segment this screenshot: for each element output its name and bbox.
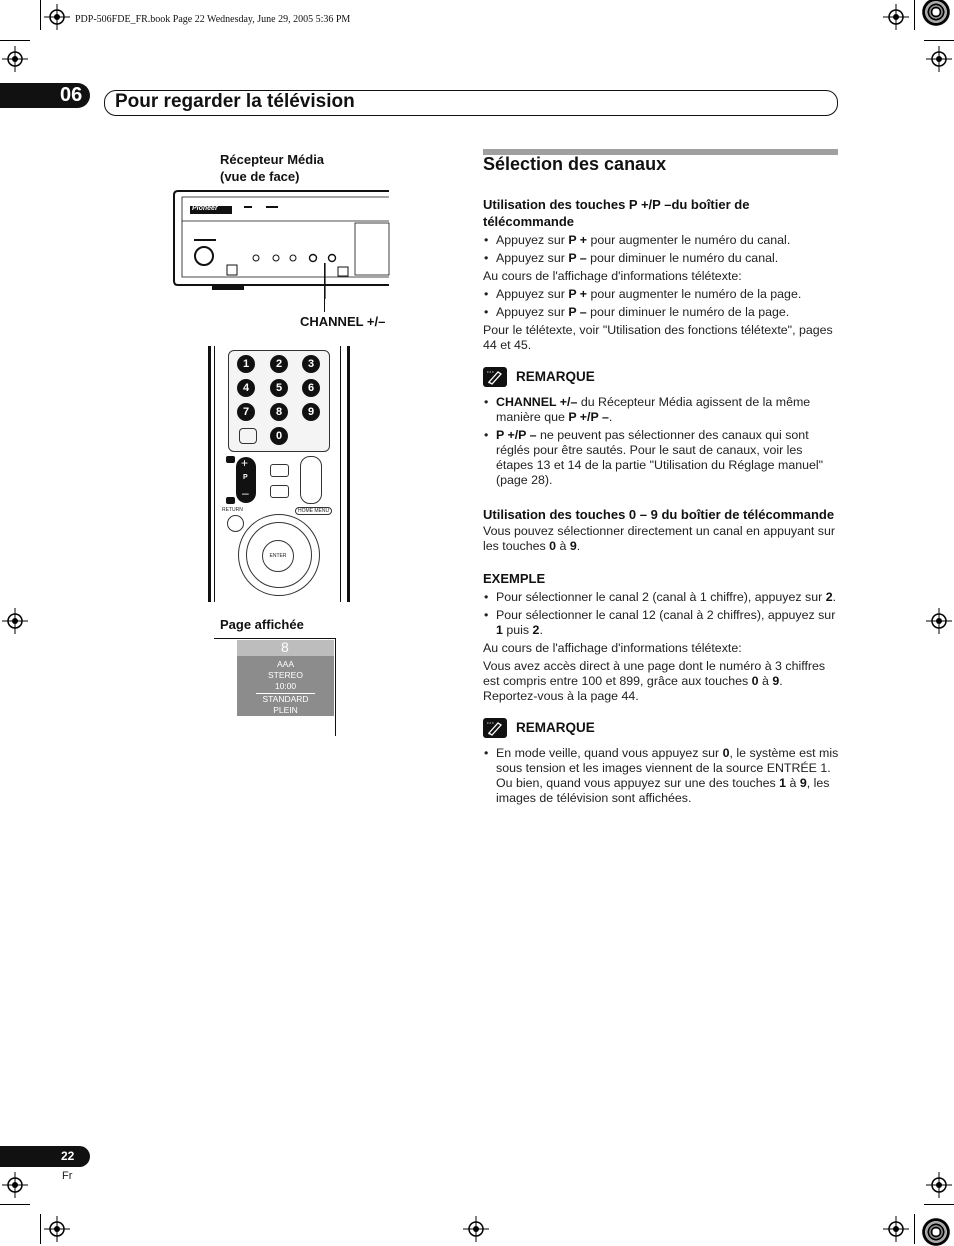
color-rosette-icon [922,0,950,26]
teletext-icon [226,456,235,463]
crop-mark [924,1204,954,1205]
chapter-title: Pour regarder la télévision [115,91,355,112]
osd-line-3: 10:00 [274,681,297,691]
registration-mark-icon [883,1216,909,1242]
page-language: Fr [62,1170,73,1182]
receiver-brand-logo: Pioneer [192,205,218,212]
osd-number: 8 [281,639,289,655]
volume-rocker[interactable] [300,456,322,504]
section-body [483,196,839,809]
list-item: • P +/P – ne peuvent pas sélectionner des canaux qui sont réglés pour être sautés. Pour le saut de canaux, voir les étapes 13 et 14 de la partie "Utilisation du Réglage manuel" (page 28). [483,428,839,488]
example-heading: EXEMPLE [483,571,546,586]
osd-line-5: PLEIN [273,705,298,715]
page-number-badge [0,1146,90,1167]
registration-mark-icon [2,608,28,634]
remote-inner-right [340,346,341,602]
chapter-number: 06 [60,84,83,106]
return-button[interactable] [227,515,244,532]
receiver-label-line2: (vue de face) [220,169,300,184]
paragraph: Pour le télétexte, voir "Utilisation des fonctions télétexte", pages 44 et 45. [483,323,833,352]
registration-mark-icon [44,4,70,30]
registration-mark-icon [926,608,952,634]
osd-frame-top [214,638,336,639]
osd-line-4: STANDARD [262,694,309,704]
list-item: • Pour sélectionner le canal 12 (canal à 2 chiffres), appuyez sur 1 puis 2. [483,608,839,638]
crop-mark [40,0,41,30]
list-item: • Appuyez sur P + pour augmenter le numéro du canal. [483,233,839,248]
key-4[interactable]: 4 [237,379,255,397]
receiver-label-line1: Récepteur Média [220,152,325,167]
return-label: RETURN [222,507,243,513]
key-6[interactable]: 6 [302,379,320,397]
program-down-label: – [242,486,249,500]
key-3[interactable]: 3 [302,355,320,373]
paragraph: Vous pouvez sélectionner directement un canal en appuyant sur les touches 0 à 9. [483,524,835,553]
remote-body-right-edge [347,346,350,602]
key-7[interactable]: 7 [237,403,255,421]
list-item: • En mode veille, quand vous appuyez sur 0, le système est mis sous tension et les images viennent de la source ENTRÉE 1. Ou bien, quand vous appuyez sur une des touches 1 à 9, les images de télévision sont affichées. [483,746,839,806]
crop-mark [0,1204,30,1205]
color-rosette-icon [922,1218,950,1246]
key-5[interactable]: 5 [270,379,288,397]
key-1[interactable]: 1 [237,355,255,373]
list-item: • Appuyez sur P – pour diminuer le numéro du canal. [483,251,839,266]
program-p-label: P [243,474,248,481]
remote-body-left-edge [208,346,211,602]
registration-mark-icon [2,46,28,72]
registration-mark-icon [2,1172,28,1198]
key-8[interactable]: 8 [270,403,288,421]
subheading-number-keys: Utilisation des touches 0 – 9 du boîtier de télécommande [483,507,835,522]
list-item: • Appuyez sur P + pour augmenter le numéro de la page. [483,287,839,302]
osd-line-1: AAA [276,659,294,669]
registration-mark-icon [463,1216,489,1242]
key-0[interactable]: 0 [270,427,288,445]
crop-mark [914,1214,915,1244]
section-title: Sélection des canaux [483,154,667,174]
mute-button[interactable] [270,485,289,498]
mode-button[interactable] [270,464,289,477]
note-title: REMARQUE [516,720,595,735]
chapter-number-badge [0,83,90,108]
channel-callout-line [324,263,325,312]
crop-mark [924,40,954,41]
note-title: REMARQUE [516,369,595,384]
note-pencil-icon [483,367,507,387]
list-item: • Pour sélectionner le canal 2 (canal à 1 chiffre), appuyez sur 2. [483,590,839,605]
subheading-p-keys: Utilisation des touches P +/P –du boîtier de télécommande [483,197,750,229]
paragraph: Au cours de l'affichage d'informations télétexte: [483,269,742,283]
crop-mark [0,40,30,41]
paragraph: Au cours de l'affichage d'informations télétexte: [483,641,742,655]
list-item: • Appuyez sur P – pour diminuer le numéro de la page. [483,305,839,320]
book-meta: PDP-506FDE_FR.book Page 22 Wednesday, June 29, 2005 5:36 PM [75,14,351,25]
key-9[interactable]: 9 [302,403,320,421]
registration-mark-icon [44,1216,70,1242]
enter-button[interactable]: ENTER [262,540,294,572]
receiver-label [220,151,324,185]
crop-mark [914,0,915,30]
program-up-label: + [241,456,249,470]
note-heading [483,718,839,740]
registration-mark-icon [926,1172,952,1198]
sub-icon [226,497,235,504]
chapter-title-bar [104,90,838,116]
key-2[interactable]: 2 [270,355,288,373]
remote-inner-left [214,346,215,602]
list-item: • CHANNEL +/– du Récepteur Média agissent de la même manière que P +/P –. [483,395,839,425]
crop-mark [40,1214,41,1244]
page-displayed-label: Page affichée [220,617,304,632]
channel-label: CHANNEL +/– [300,314,386,329]
osd-info-text [237,659,334,716]
page-number: 22 [61,1149,75,1163]
paragraph: Vous avez accès direct à une page dont le numéro à 3 chiffres est compris entre 100 et 899, grâce aux touches 0 à 9. Reportez-vous à la page 44. [483,659,826,703]
registration-mark-icon [883,4,909,30]
note-heading [483,367,839,389]
registration-mark-icon [926,46,952,72]
osd-frame-right [335,638,336,736]
remote-control-illustration [208,346,350,602]
input-button[interactable] [239,428,257,444]
osd-line-2: STEREO [268,670,303,680]
home-menu-button[interactable]: HOME MENU [295,507,332,515]
note-pencil-icon [483,718,507,738]
